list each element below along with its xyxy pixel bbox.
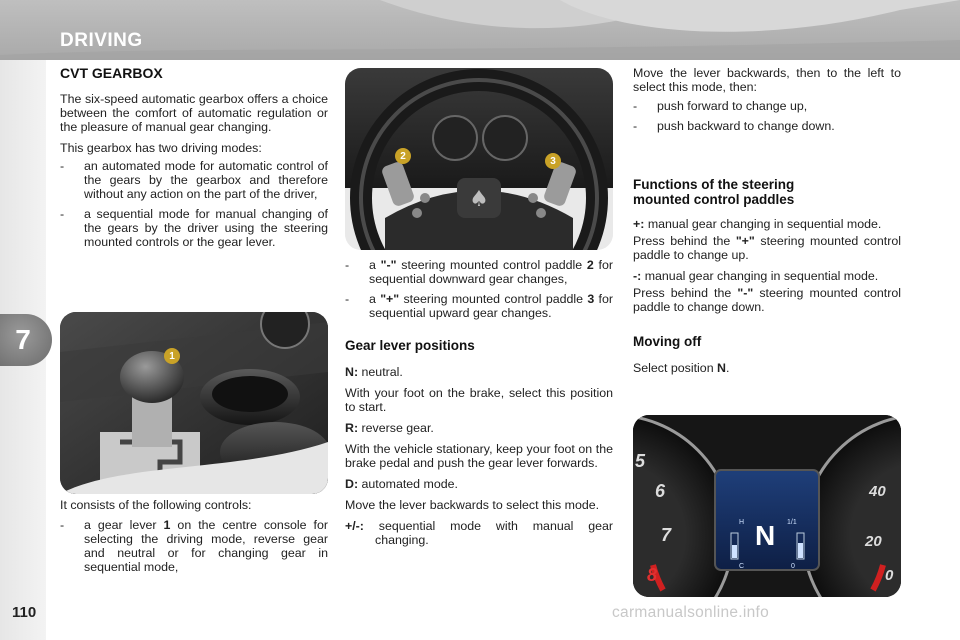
watermark-link[interactable]: carmanualsonline.info	[612, 604, 770, 621]
fuel-empty-label: 0	[791, 563, 795, 570]
column-1-lower	[60, 498, 328, 580]
intro-paragraph: The six-speed automatic gearbox offers a choice between the comfort of automatic regulation or the pleasure of manual gear changing.	[60, 92, 328, 134]
section-heading-gear-lever: Gear lever positions	[345, 338, 475, 353]
list-item: - push backward to change down.	[633, 119, 901, 133]
speedo-number: 20	[865, 533, 882, 550]
controls-intro: It consists of the following controls:	[60, 498, 252, 512]
modes-intro: This gearbox has two driving modes:	[60, 141, 262, 155]
lever-callout-1: 1	[164, 348, 180, 364]
page-header	[0, 0, 960, 60]
page-title: DRIVING	[60, 30, 143, 51]
paddles-list	[345, 258, 613, 320]
svg-text:♠: ♠	[469, 187, 489, 212]
sequential-list	[633, 99, 901, 133]
minus-desc: Press behind the "-" steering mounted control paddle to change down.	[633, 286, 901, 314]
column-1	[60, 66, 328, 255]
list-item: - a gear lever 1 on the centre console for selecting the driving mode, reverse gear and neutral or for changing gear in sequential mode,	[60, 518, 328, 574]
temp-cold-label: C	[739, 563, 745, 570]
list-item: - a "+" steering mounted control paddle 3 for sequential upward gear changes.	[345, 292, 613, 320]
tacho-number: 6	[655, 481, 666, 501]
list-item: - an automated mode for automatic control of the gears by the gearbox and therefore without any action on the part of the driver,	[60, 159, 328, 201]
list-item: - a "-" steering mounted control paddle 2 for sequential downward gear changes,	[345, 258, 613, 286]
gear-d-line: D: automated mode.	[345, 477, 458, 491]
column-2	[345, 258, 613, 554]
gear-r-line: R: reverse gear.	[345, 421, 434, 435]
gear-r-desc: With the vehicle stationary, keep your foot on the brake pedal and push the gear lever forwards.	[345, 442, 613, 470]
plus-line: +: manual gear changing in sequential mode.	[633, 217, 882, 231]
gear-display: N	[755, 520, 776, 551]
minus-line: -: manual gear changing in sequential mode.	[633, 269, 879, 283]
tacho-number: 7	[661, 525, 672, 545]
gear-pm-line: +/-: sequential mode with manual gear changing.	[345, 519, 613, 547]
column-3	[633, 66, 901, 382]
section-heading-paddles: Functions of the steering mounted control paddles	[633, 177, 795, 207]
chapter-number: 7	[15, 324, 31, 355]
list-item: - a sequential mode for manual changing of the gears by the driver using the steering mounted controls or the gear lever.	[60, 207, 328, 249]
gear-lever-image	[60, 312, 328, 494]
chapter-tab[interactable]	[0, 314, 52, 366]
tacho-number: 5	[635, 451, 646, 471]
instrument-cluster-image	[633, 415, 901, 597]
section-heading-cvt: CVT GEARBOX	[60, 65, 163, 81]
speedo-number: 0	[885, 567, 894, 584]
page-number: 110	[12, 604, 37, 621]
sequential-intro: Move the lever backwards, then to the left to select this mode, then:	[633, 66, 901, 94]
steering-wheel-image	[345, 68, 613, 250]
plus-desc: Press behind the "+" steering mounted control paddle to change up.	[633, 234, 901, 262]
paddle-callout-3: 3	[545, 153, 561, 169]
gear-n-line: N: neutral.	[345, 365, 403, 379]
moving-off-text: Select position N.	[633, 361, 730, 375]
temp-hot-label: H	[739, 519, 745, 526]
modes-list	[60, 159, 328, 249]
gear-d-desc: Move the lever backwards to select this mode.	[345, 498, 600, 512]
list-item: - push forward to change up,	[633, 99, 901, 113]
fuel-full-label: 1/1	[787, 519, 797, 526]
speedo-number: 40	[869, 483, 886, 500]
gear-n-desc: With your foot on the brake, select this position to start.	[345, 386, 613, 414]
section-heading-moving-off: Moving off	[633, 334, 702, 349]
header-swoosh-decoration	[0, 0, 960, 60]
controls-list	[60, 518, 328, 574]
tacho-number: 8	[647, 565, 658, 585]
paddle-callout-2: 2	[395, 148, 411, 164]
